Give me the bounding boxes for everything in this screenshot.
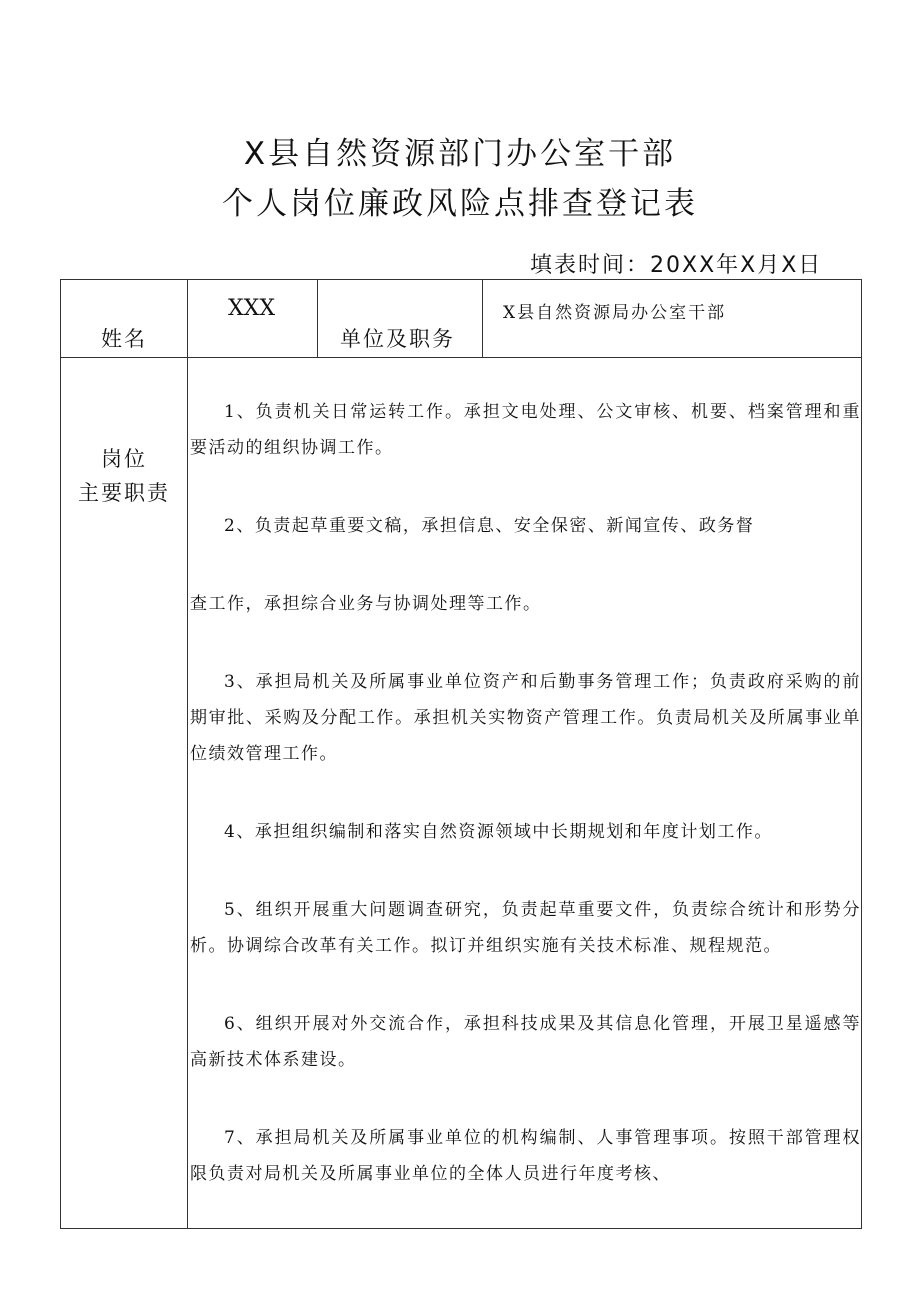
- duties-content: [188, 358, 862, 1229]
- duties-label: [61, 358, 188, 1229]
- registration-table: [60, 279, 862, 1229]
- duty-item: 查工作，承担综合业务与协调处理等工作。: [190, 594, 542, 614]
- page-subtitle: 个人岗位廉政风险点排查登记表: [222, 186, 698, 222]
- duty-item: 2、负责起草重要文稿，承担信息、安全保密、新闻宣传、政务督: [224, 516, 755, 536]
- duty-item: 7、承担局机关及所属事业单位的机构编制、人事管理事项。按照干部管理权限负责对局机关及所属事业单位的全体人员进行年度考核、: [190, 1128, 861, 1184]
- duty-item: 1、负责机关日常运转工作。承担文电处理、公文审核、机要、档案管理和重要活动的组织协调工作。: [190, 402, 861, 458]
- header-row: [61, 280, 862, 358]
- duties-label-line1: 岗位: [101, 447, 147, 471]
- duties-row: [61, 358, 862, 1229]
- name-label: 姓名: [61, 280, 188, 358]
- name-value: XXX: [188, 280, 318, 358]
- duties-label-line2: 主要职责: [78, 481, 170, 505]
- unit-position-label: 单位及职务: [318, 280, 483, 358]
- duty-item: 4、承担组织编制和落实自然资源领域中长期规划和年度计划工作。: [224, 822, 773, 842]
- duty-item: 6、组织开展对外交流合作，承担科技成果及其信息化管理，开展卫星遥感等高新技术体系建设。: [190, 1014, 861, 1070]
- duty-item: 5、组织开展重大问题调查研究，负责起草重要文件，负责综合统计和形势分析。协调综合改革有关工作。拟订并组织实施有关技术标准、规程规范。: [190, 900, 861, 956]
- unit-position-value: X县自然资源局办公室干部: [483, 280, 862, 358]
- fill-date: 填表时间：20XX年X月X日: [530, 253, 823, 278]
- duty-item: 3、承担局机关及所属事业单位资产和后勤事务管理工作；负责政府采购的前期审批、采购及分配工作。承担机关实物资产管理工作。负责局机关及所属事业单位绩效管理工作。: [190, 672, 861, 764]
- page-title: X县自然资源部门办公室干部: [243, 136, 677, 172]
